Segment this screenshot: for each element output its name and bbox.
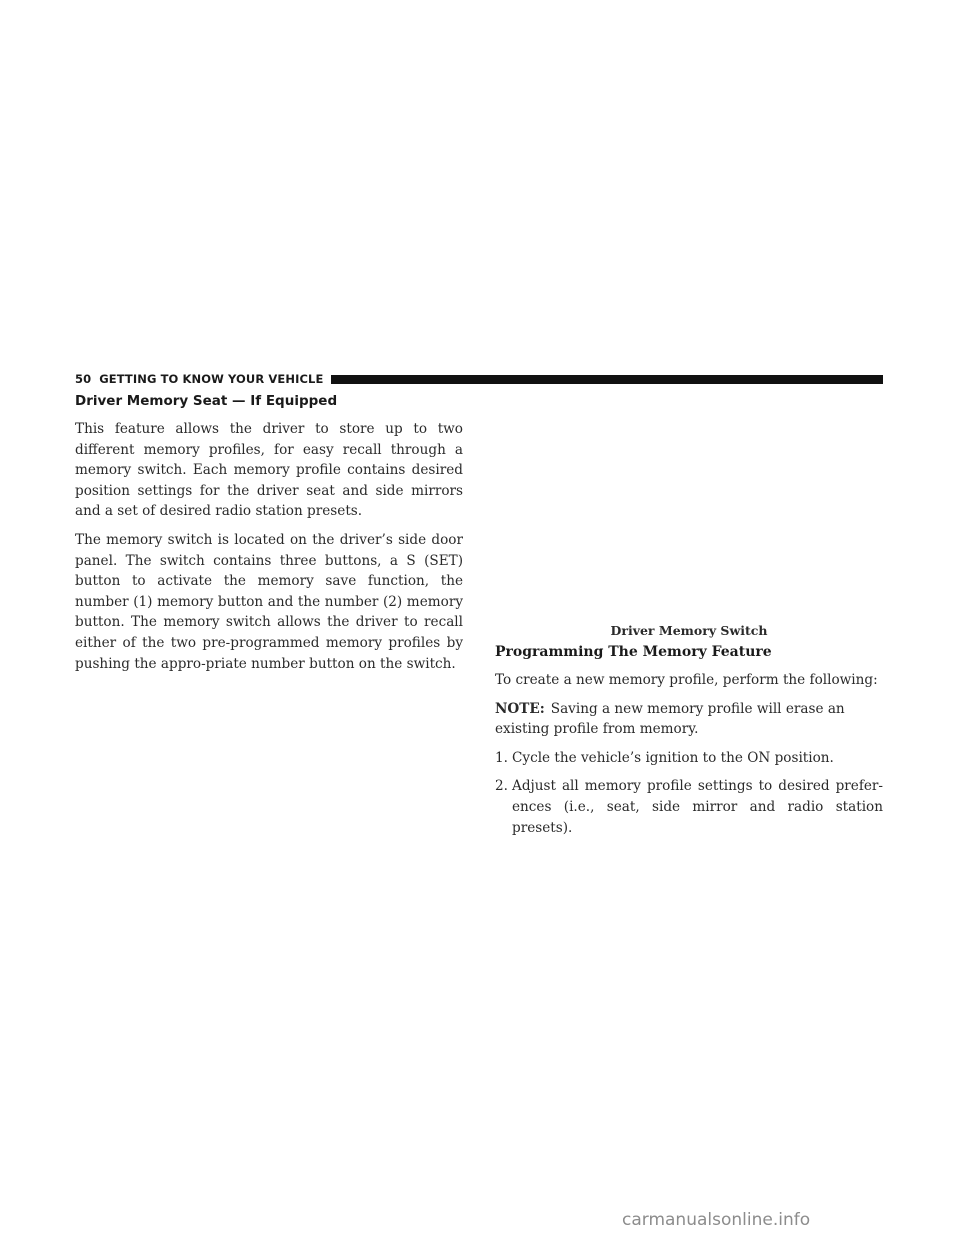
programming-intro: To create a new memory profile, perform the following: [495, 672, 878, 688]
watermark: carmanualsonline.info [622, 1210, 811, 1230]
step-item [495, 748, 883, 769]
figure-caption: Driver Memory Switch [610, 623, 768, 638]
note-text: Saving a new memory profile will erase an existing profile from memory. [495, 700, 845, 738]
step-item [495, 776, 883, 838]
left-column [75, 393, 463, 682]
header-rule [331, 375, 883, 384]
step-number: 2. [495, 778, 508, 795]
section-name: GETTING TO KNOW YOUR VEHICLE [99, 372, 324, 386]
step-text: Cycle the vehicle’s ignition to the ON position. [512, 749, 834, 766]
page-number: 50 [75, 372, 92, 386]
step-text: Adjust all memory profile settings to desired prefer-ences (i.e., seat, side mirror and radio station presets). [512, 778, 883, 836]
subsection-title: Programming The Memory Feature [495, 644, 772, 660]
right-column [495, 393, 883, 836]
note-label: NOTE: [495, 700, 545, 717]
figure-placeholder [495, 393, 883, 621]
note-paragraph [495, 699, 883, 740]
paragraph-switch-location: The memory switch is located on the driver’s side door panel. The switch contains three buttons, a S (SET) button to activate the memory save function, the number (1) memory button and the number (2) memory button. The memory switch allows the driver to recall either of the two pre-programmed memory profiles by pushing the appro-priate number button on the switch. [75, 531, 463, 672]
step-number: 1. [495, 749, 508, 766]
section-title: Driver Memory Seat — If Equipped [75, 393, 338, 409]
paragraph-intro: This feature allows the driver to store up to two different memory profiles, for easy recall through a memory switch. Each memory profile contains desired position settings for the driver seat and side mirrors and a set of desired radio station presets. [75, 421, 463, 520]
page-header [75, 371, 883, 387]
